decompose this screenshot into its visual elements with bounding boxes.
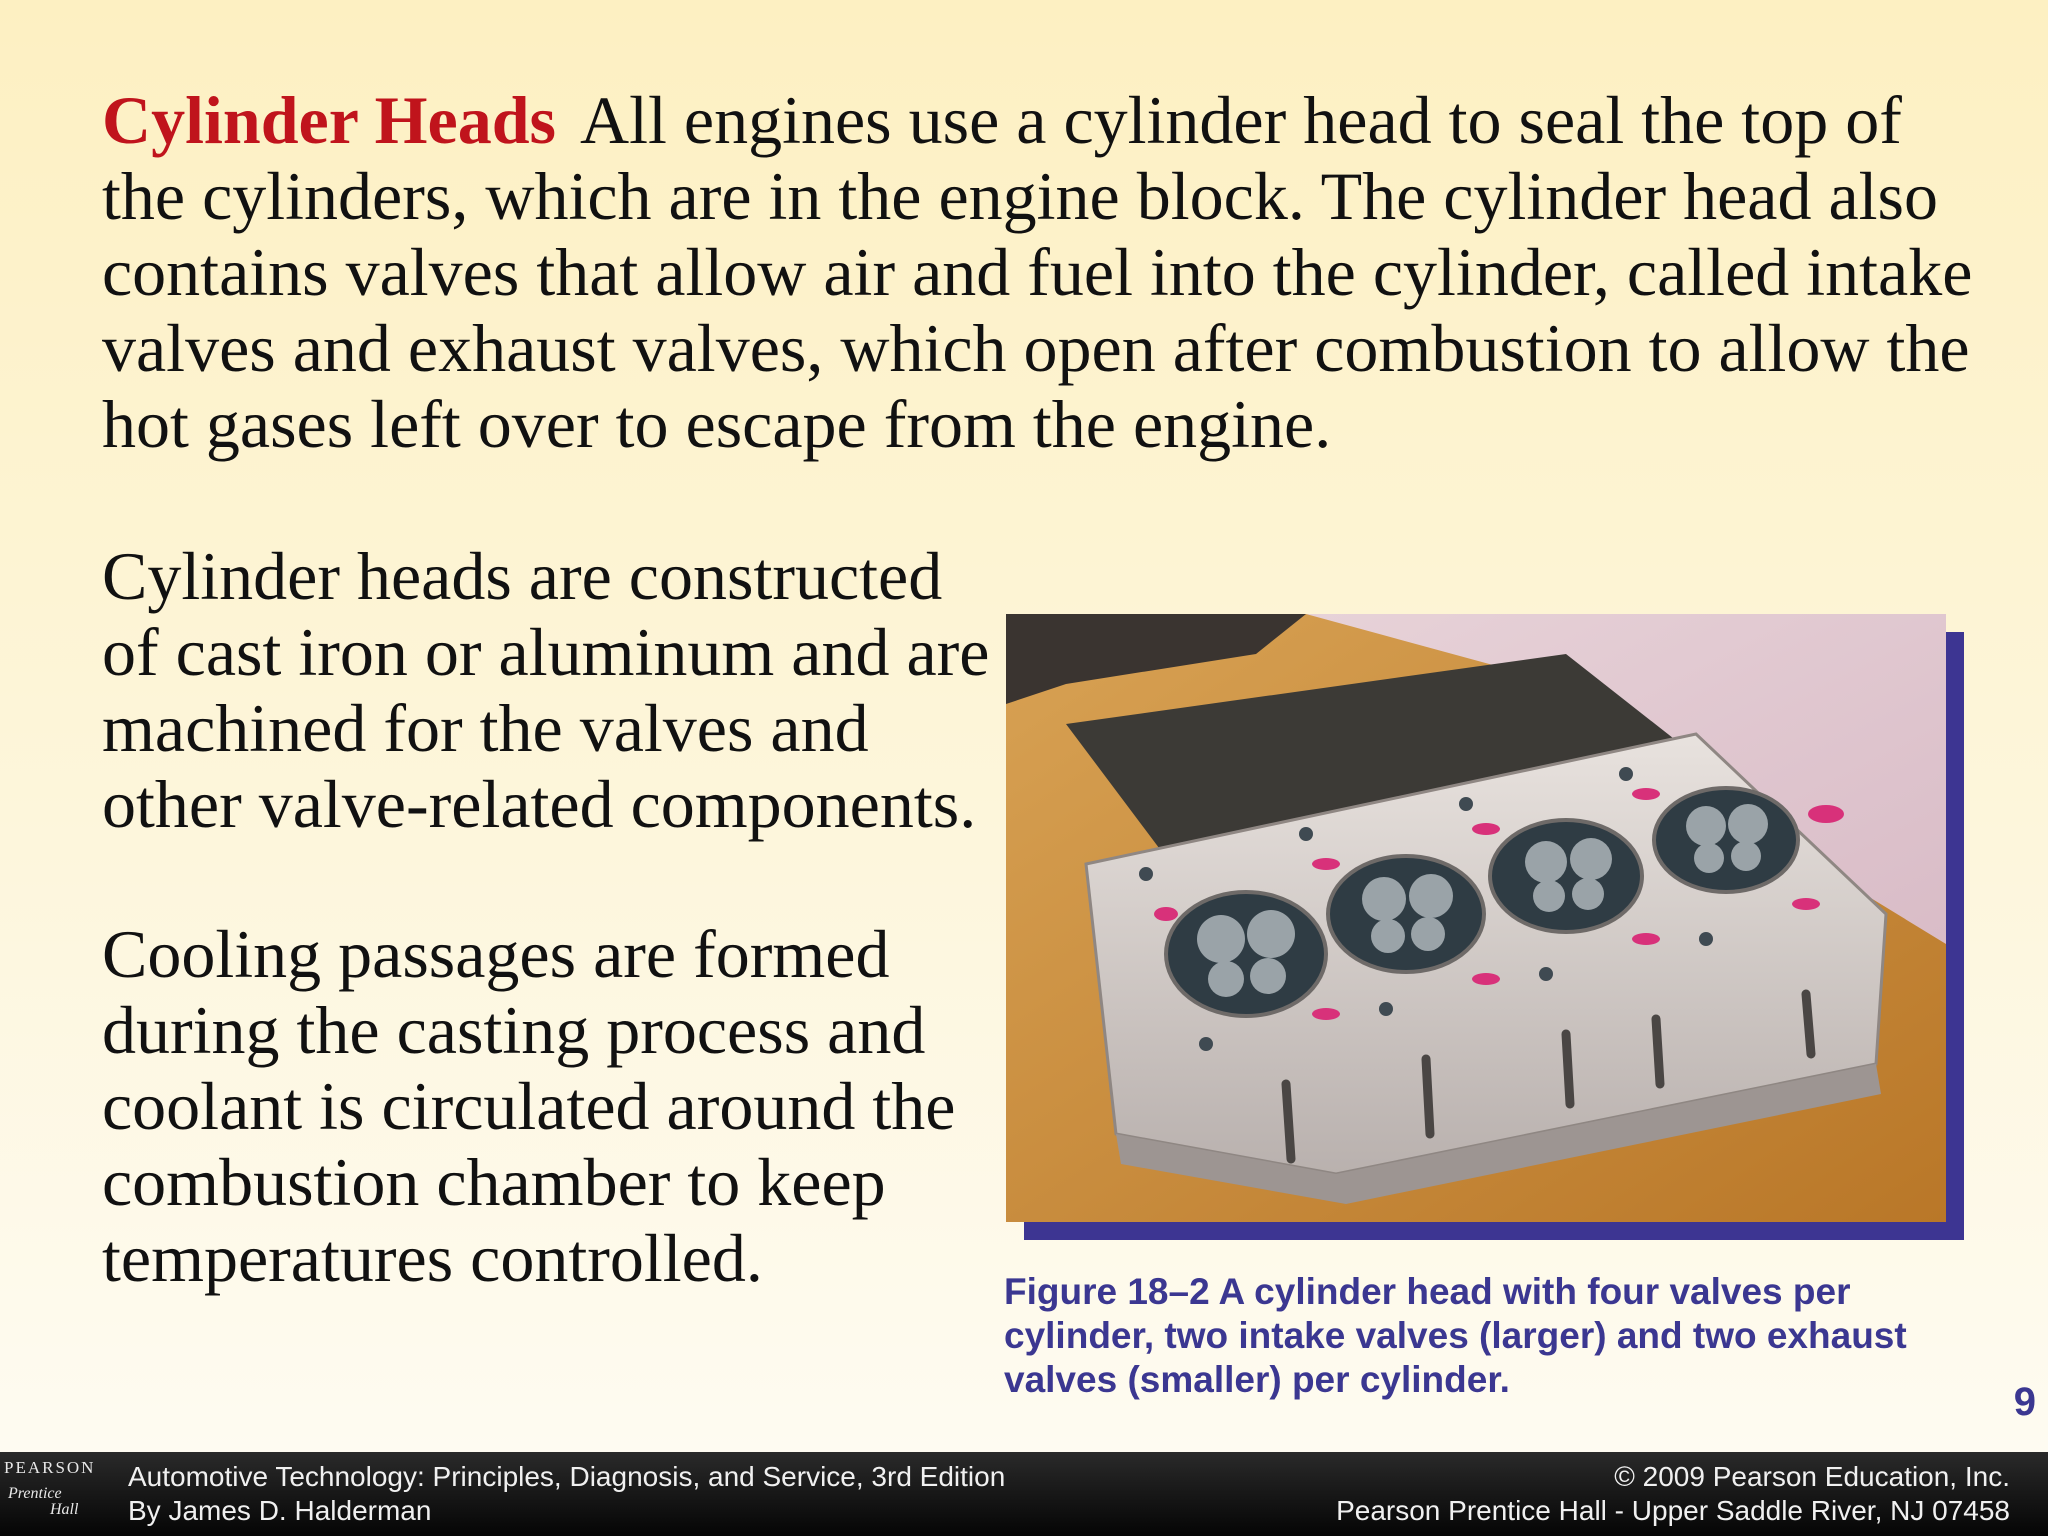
footer-publisher-address: Pearson Prentice Hall - Upper Saddle River, NJ 07458 xyxy=(1336,1495,2010,1526)
figure-caption: Figure 18–2 A cylinder head with four valves per cylinder, two intake valves (larger) and two exhaust valves (smaller) per cylinder. xyxy=(1004,1271,1907,1400)
section-heading: Cylinder Heads xyxy=(102,82,557,158)
intro-paragraph xyxy=(102,82,1982,462)
footer-copyright: © 2009 Pearson Education, Inc. xyxy=(1614,1461,2010,1492)
footer-publisher-info xyxy=(1336,1460,2010,1528)
slide-number: 9 xyxy=(2013,1380,2036,1424)
logo-sub-prentice: Prentice xyxy=(8,1485,62,1502)
paragraph-cooling: Cooling passages are formed during the casting process and coolant is circulated around the combustion chamber to keep temperatures controlled. xyxy=(102,916,956,1296)
pearson-prentice-hall-logo xyxy=(4,1458,104,1534)
logo-brand: PEARSON xyxy=(4,1458,96,1477)
intro-text: All engines use a cylinder head to seal the top of the cylinders, which are in the engine block. The cylinder head also contains valves that allow air and fuel into the cylinder, called intake valves and exhaust valves, which open after combustion to allow the hot gases left over to escape from the engine. xyxy=(102,82,1973,462)
footer-author: By James D. Halderman xyxy=(128,1495,432,1526)
footer-book-title: Automotive Technology: Principles, Diagnosis, and Service, 3rd Edition xyxy=(128,1461,1006,1492)
cylinder-head-photo xyxy=(1006,614,1946,1222)
cylinder-head-illustration xyxy=(1006,614,1946,1222)
logo-sub-hall: Hall xyxy=(50,1501,79,1518)
footer-bar xyxy=(0,1452,2048,1536)
paragraph-construction: Cylinder heads are constructed of cast iron or aluminum and are machined for the valves and other valve-related components. xyxy=(102,538,990,842)
footer-book-info xyxy=(128,1460,1005,1528)
